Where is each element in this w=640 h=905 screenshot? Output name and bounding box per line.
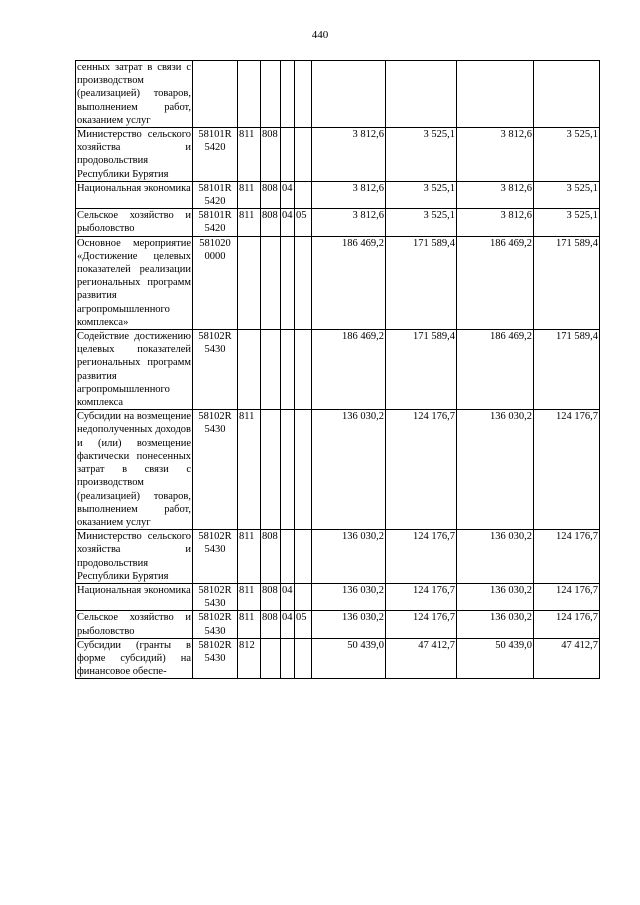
amount-4-cell [534,181,600,208]
table-row [76,128,600,182]
amount-4: 3 525,1 [566,129,598,141]
amount-4: 124 176,7 [556,612,598,624]
amount-3-cell [457,410,534,530]
rz-code-cell [261,410,281,530]
table-row [76,181,600,208]
row-name: Содействие достижению целевых показателей региональных программ развития агропромышленного комплекса [77,331,191,409]
amount-1: 186 469,2 [342,331,384,343]
table-row [76,611,600,638]
rz-code-cell [261,209,281,236]
row-name-cell [76,236,193,329]
pr-code-cell [281,530,295,584]
amount-3-cell [457,209,534,236]
row-name-cell [76,330,193,410]
amount-4: 124 176,7 [556,584,598,596]
pr-code-cell [281,583,295,610]
amount-1: 3 812,6 [352,210,384,222]
rz-code-cell [261,128,281,182]
pr-code-cell [281,128,295,182]
csr-code-cell [193,236,238,329]
pr-code-cell [281,410,295,530]
amount-4: 124 176,7 [556,411,598,423]
rz-code: 808 [262,129,278,141]
rz-code: 808 [262,182,278,194]
rz-code-cell [261,638,281,679]
csr-code: 58102R 5430 [198,612,232,637]
pr-code: 04 [282,584,293,596]
vr-code-cell [295,181,312,208]
row-name-cell [76,61,193,128]
row-name-cell [76,638,193,679]
amount-2: 124 176,7 [413,584,455,596]
csr-code-cell [193,61,238,128]
vr-code-cell [295,410,312,530]
grbs-code-cell [238,128,261,182]
amount-3: 50 439,0 [495,639,532,651]
amount-1: 3 812,6 [352,182,384,194]
row-name: сенных затрат в связи с производством (реализацией) товаров, выполнением работ, оказанием услуг [77,62,191,126]
amount-3-cell [457,181,534,208]
csr-code: 58101R 5420 [198,210,232,235]
amount-3-cell [457,128,534,182]
grbs-code-cell [238,330,261,410]
amount-2: 3 525,1 [423,182,455,194]
pr-code-cell [281,330,295,410]
pr-code-cell [281,236,295,329]
amount-1-cell [312,181,386,208]
amount-1: 186 469,2 [342,237,384,249]
csr-code: 58102R 5430 [198,531,232,556]
csr-code-cell [193,181,238,208]
amount-1-cell [312,209,386,236]
row-name: Субсидии на возмещение недополученных доходов и (или) возмещение фактически понесенных затрат в связи с производством (реализацией) товаров, выполнением работ, оказанием услуг [77,411,191,528]
grbs-code-cell [238,236,261,329]
table-body [76,61,600,679]
amount-2-cell [386,530,457,584]
csr-code: 58102R 5430 [198,584,232,610]
pr-code: 04 [282,612,293,624]
vr-code-cell [295,611,312,638]
grbs-code: 811 [239,182,255,194]
amount-3-cell [457,611,534,638]
rz-code-cell [261,330,281,410]
amount-1: 50 439,0 [347,639,384,651]
row-name: Министерство сельского хозяйства и продовольствия Республики Бурятия [77,531,191,582]
csr-code: 58102R 5430 [198,411,232,436]
csr-code-cell [193,611,238,638]
amount-2-cell [386,181,457,208]
amount-3-cell [457,236,534,329]
amount-4: 47 412,7 [561,639,598,651]
amount-4-cell [534,638,600,679]
vr-code-cell [295,236,312,329]
amount-4-cell [534,128,600,182]
amount-2-cell [386,236,457,329]
csr-code-cell [193,530,238,584]
amount-4: 171 589,4 [556,331,598,343]
rz-code-cell [261,181,281,208]
row-name-cell [76,209,193,236]
grbs-code: 812 [239,639,255,651]
amount-3: 186 469,2 [490,237,532,249]
amount-2: 124 176,7 [413,612,455,624]
grbs-code-cell [238,61,261,128]
amount-4-cell [534,209,600,236]
amount-2: 171 589,4 [413,237,455,249]
amount-1-cell [312,583,386,610]
amount-3-cell [457,638,534,679]
amount-2: 3 525,1 [423,210,455,222]
amount-3: 136 030,2 [490,612,532,624]
amount-4: 3 525,1 [566,182,598,194]
grbs-code-cell [238,181,261,208]
amount-2-cell [386,583,457,610]
pr-code-cell [281,638,295,679]
budget-table [75,60,600,679]
pr-code-cell [281,611,295,638]
amount-2-cell [386,330,457,410]
csr-code: 58101R 5420 [198,182,232,208]
amount-3: 136 030,2 [490,531,532,543]
rz-code-cell [261,530,281,584]
vr-code-cell [295,128,312,182]
grbs-code: 811 [239,411,255,423]
csr-code: 58102R 5430 [198,331,232,356]
row-name-cell [76,611,193,638]
table-row [76,61,600,128]
row-name-cell [76,181,193,208]
amount-4: 171 589,4 [556,237,598,249]
amount-2-cell [386,128,457,182]
grbs-code: 811 [239,612,255,624]
amount-4-cell [534,330,600,410]
grbs-code-cell [238,638,261,679]
csr-code-cell [193,410,238,530]
amount-3: 3 812,6 [500,182,532,194]
amount-4-cell [534,530,600,584]
amount-2-cell [386,61,457,128]
vr-code-cell [295,530,312,584]
grbs-code: 811 [239,129,255,141]
amount-3: 3 812,6 [500,129,532,141]
rz-code-cell [261,61,281,128]
row-name: Национальная экономика [77,182,191,194]
row-name: Министерство сельского хозяйства и продовольствия Республики Бурятия [77,129,191,180]
grbs-code: 811 [239,210,255,222]
amount-3-cell [457,583,534,610]
amount-4-cell [534,61,600,128]
row-name-cell [76,410,193,530]
table-row [76,410,600,530]
row-name: Сельское хозяйство и рыболовство [77,210,191,235]
grbs-code-cell [238,209,261,236]
table-row [76,530,600,584]
pr-code-cell [281,61,295,128]
amount-2: 124 176,7 [413,531,455,543]
amount-3: 186 469,2 [490,331,532,343]
amount-3-cell [457,530,534,584]
amount-2: 47 412,7 [418,639,455,651]
row-name-cell [76,128,193,182]
rz-code-cell [261,236,281,329]
pr-code-cell [281,181,295,208]
csr-code-cell [193,638,238,679]
amount-1-cell [312,410,386,530]
csr-code-cell [193,209,238,236]
vr-code-cell [295,209,312,236]
pr-code: 04 [282,210,293,222]
csr-code: 581020 0000 [199,237,231,262]
grbs-code: 811 [239,584,255,596]
amount-2-cell [386,209,457,236]
vr-code: 05 [296,210,307,222]
amount-4: 124 176,7 [556,531,598,543]
amount-3: 3 812,6 [500,210,532,222]
amount-4-cell [534,611,600,638]
amount-3: 136 030,2 [490,411,532,423]
amount-2: 124 176,7 [413,411,455,423]
amount-4: 3 525,1 [566,210,598,222]
rz-code: 808 [262,210,278,222]
rz-code: 808 [262,584,278,596]
vr-code-cell [295,583,312,610]
csr-code: 58101R 5420 [198,129,232,154]
amount-2-cell [386,611,457,638]
rz-code: 808 [262,531,278,543]
amount-1: 136 030,2 [342,411,384,423]
amount-1: 136 030,2 [342,531,384,543]
amount-1-cell [312,330,386,410]
csr-code-cell [193,583,238,610]
row-name-cell [76,583,193,610]
grbs-code: 811 [239,531,255,543]
grbs-code-cell [238,611,261,638]
table-row [76,638,600,679]
table-row [76,236,600,329]
amount-1-cell [312,638,386,679]
amount-1-cell [312,611,386,638]
amount-1: 3 812,6 [352,129,384,141]
vr-code-cell [295,61,312,128]
amount-2: 3 525,1 [423,129,455,141]
amount-2-cell [386,638,457,679]
amount-2-cell [386,410,457,530]
amount-4-cell [534,583,600,610]
csr-code: 58102R 5430 [198,639,232,664]
amount-4-cell [534,236,600,329]
grbs-code-cell [238,530,261,584]
vr-code: 05 [296,612,307,624]
amount-3: 136 030,2 [490,584,532,596]
amount-1: 136 030,2 [342,584,384,596]
table-row [76,330,600,410]
grbs-code-cell [238,410,261,530]
vr-code-cell [295,330,312,410]
rz-code: 808 [262,612,278,624]
row-name: Сельское хозяйство и рыболовство [77,612,191,637]
pr-code: 04 [282,182,293,194]
row-name: Субсидии (гранты в форме субсидий) на финансовое обеспе- [77,639,191,678]
amount-1-cell [312,61,386,128]
amount-1: 136 030,2 [342,612,384,624]
row-name: Национальная экономика [77,584,191,596]
csr-code-cell [193,330,238,410]
page-number: 440 [311,29,329,41]
amount-2: 171 589,4 [413,331,455,343]
amount-3-cell [457,61,534,128]
pr-code-cell [281,209,295,236]
csr-code-cell [193,128,238,182]
row-name-cell [76,530,193,584]
grbs-code-cell [238,583,261,610]
rz-code-cell [261,583,281,610]
vr-code-cell [295,638,312,679]
amount-1-cell [312,530,386,584]
row-name: Основное мероприятие «Достижение целевых показателей реализации региональных программ развития агропромышленного комплекса» [77,237,191,328]
table-row [76,209,600,236]
amount-4-cell [534,410,600,530]
amount-3-cell [457,330,534,410]
table-row [76,583,600,610]
amount-1-cell [312,128,386,182]
amount-1-cell [312,236,386,329]
rz-code-cell [261,611,281,638]
